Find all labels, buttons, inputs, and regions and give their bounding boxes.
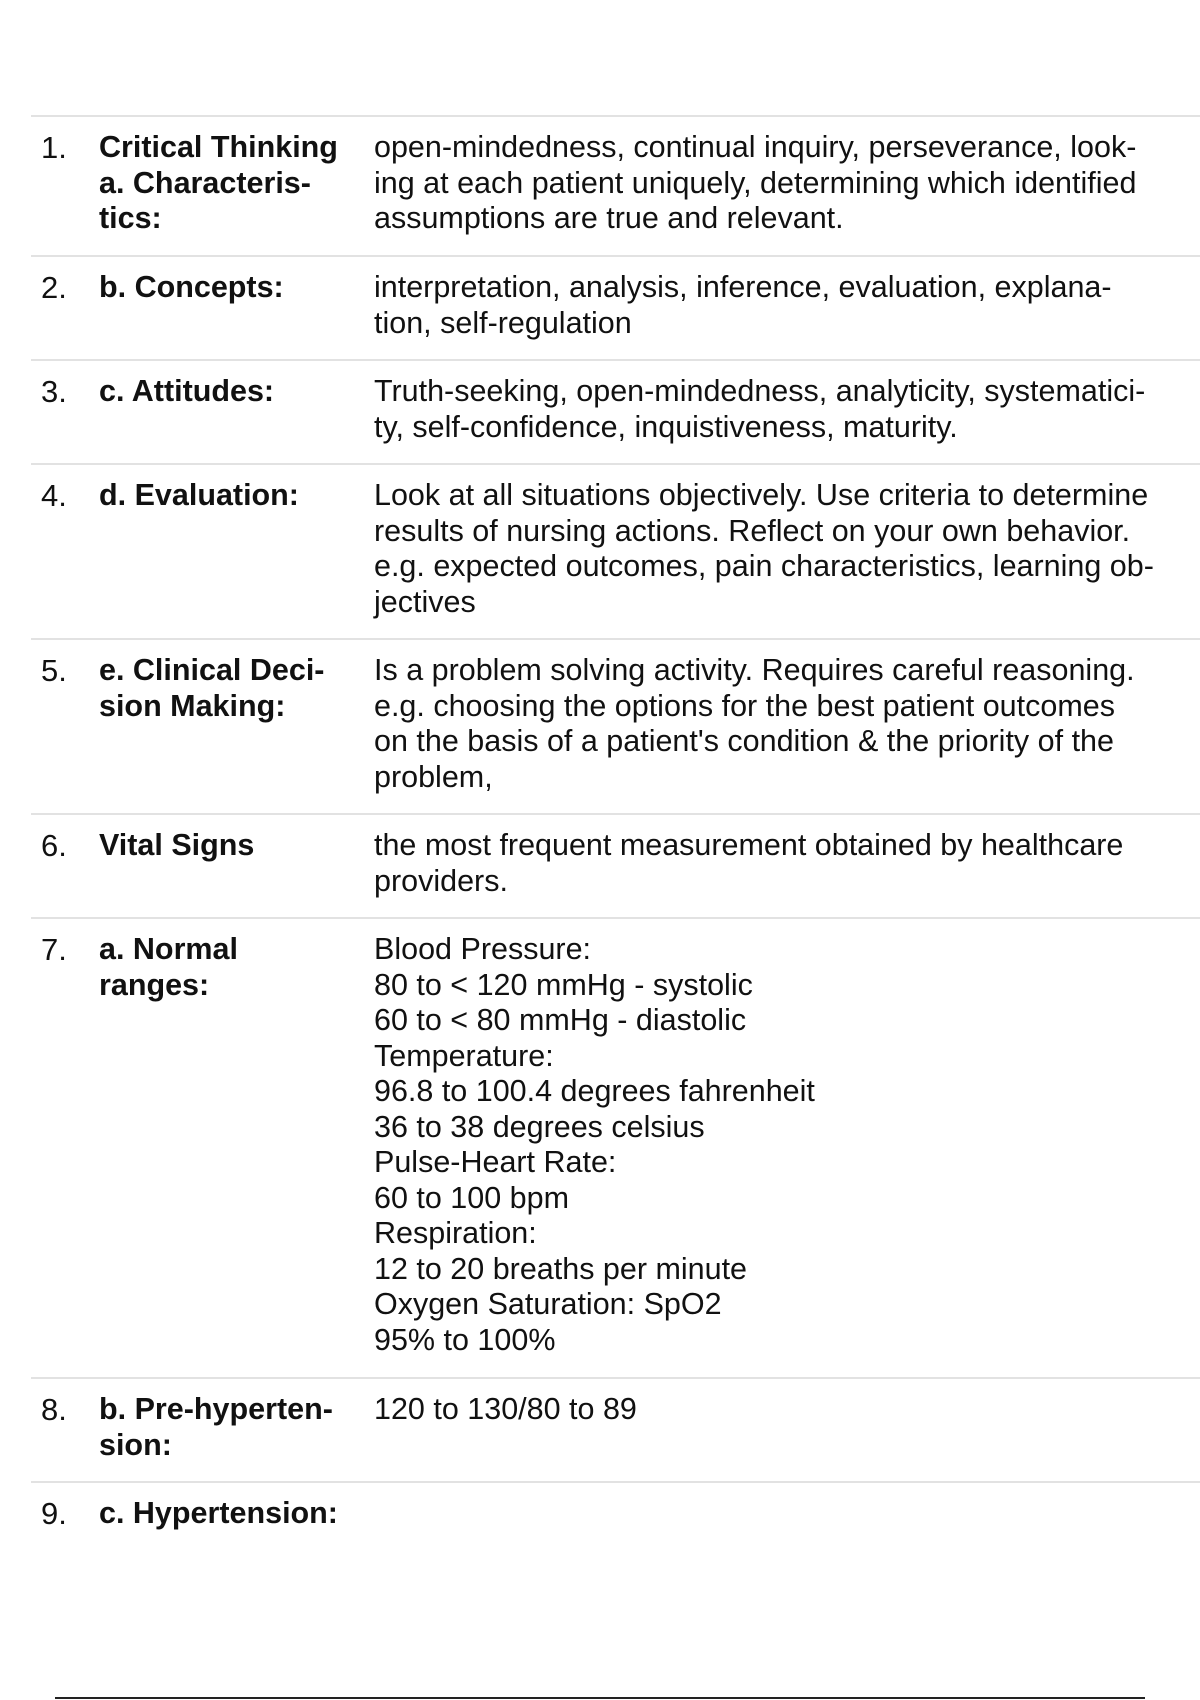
term-cell (99, 932, 369, 1003)
row-number: 7. (41, 932, 67, 967)
definition-text: 120 to 130/80 to 89 (374, 1392, 637, 1426)
term-text: a. Normal (99, 932, 238, 966)
term-text: ranges: (99, 967, 210, 1002)
definition-text: Is a problem solving activity. Requires careful reasoning. (374, 653, 1135, 687)
definition-cell (374, 828, 1200, 899)
definition-text: 60 to < 80 mmHg - diastolic (374, 1003, 747, 1037)
table-row (31, 1481, 1200, 1537)
table-row (31, 255, 1200, 359)
term-text: tics: (99, 201, 162, 235)
flashcard-table (31, 115, 1200, 1537)
definition-text: interpretation, analysis, inference, evaluation, explana- (374, 270, 1112, 304)
term-text: b. Concepts: (99, 270, 284, 304)
definition-text: Respiration: (374, 1216, 537, 1250)
row-number: 4. (41, 478, 67, 513)
definition-cell (374, 932, 1200, 1358)
term-cell (99, 653, 369, 724)
definition-text: the most frequent measurement obtained by healthcare (374, 828, 1124, 862)
definition-text: 36 to 38 degrees celsius (374, 1109, 705, 1144)
definition-text: Pulse-Heart Rate: (374, 1145, 617, 1179)
row-number: 9. (41, 1496, 67, 1531)
term-text: sion Making: (99, 688, 286, 723)
definition-text: 60 to 100 bpm (374, 1180, 570, 1215)
definition-text: providers. (374, 863, 508, 898)
definition-text: tion, self-regulation (374, 305, 632, 340)
term-text: Critical Thinking (99, 130, 338, 164)
definition-cell (374, 374, 1200, 445)
term-cell (99, 478, 369, 514)
definition-text: 12 to 20 breaths per minute (374, 1251, 748, 1286)
definition-text: assumptions are true and relevant. (374, 201, 844, 235)
page-bottom-divider (55, 1697, 1145, 1699)
definition-text: 95% to 100% (374, 1322, 556, 1357)
definition-cell (374, 130, 1200, 237)
definition-text: open-mindedness, continual inquiry, perseverance, look- (374, 130, 1137, 164)
term-text: c. Attitudes: (99, 374, 275, 408)
definition-text: e.g. choosing the options for the best patient outcomes (374, 688, 1115, 723)
table-row (31, 115, 1200, 255)
term-cell (99, 1496, 369, 1532)
definition-text: Oxygen Saturation: SpO2 (374, 1287, 722, 1321)
definition-text: problem, (374, 759, 493, 794)
definition-text: 80 to < 120 mmHg - systolic (374, 967, 753, 1002)
term-text: b. Pre-hyperten- (99, 1392, 333, 1426)
definition-text: 96.8 to 100.4 degrees fahrenheit (374, 1074, 815, 1108)
definition-text: ing at each patient uniquely, determining which identified (374, 165, 1137, 200)
row-number: 8. (41, 1392, 67, 1427)
definition-cell (374, 1392, 1200, 1428)
row-number: 6. (41, 828, 67, 863)
definition-text: Blood Pressure: (374, 932, 591, 966)
definition-text: jectives (374, 584, 476, 619)
term-text: c. Hypertension: (99, 1496, 338, 1530)
table-row (31, 638, 1200, 813)
row-number: 3. (41, 374, 67, 409)
term-text: sion: (99, 1427, 172, 1462)
term-text: e. Clinical Deci- (99, 653, 325, 687)
table-row (31, 359, 1200, 463)
table-row (31, 813, 1200, 917)
term-cell (99, 374, 369, 410)
term-text: Vital Signs (99, 828, 255, 862)
definition-text: on the basis of a patient's condition & the priority of the (374, 724, 1114, 758)
term-cell (99, 130, 369, 237)
table-row (31, 917, 1200, 1377)
term-cell (99, 270, 369, 306)
definition-cell (374, 270, 1200, 341)
row-number: 2. (41, 270, 67, 305)
definition-text: Look at all situations objectively. Use criteria to determine (374, 478, 1149, 512)
definition-text: Temperature: (374, 1038, 554, 1073)
definition-cell (374, 478, 1200, 620)
term-cell (99, 1392, 369, 1463)
term-cell (99, 828, 369, 864)
term-text: d. Evaluation: (99, 478, 299, 512)
row-number: 5. (41, 653, 67, 688)
table-row (31, 463, 1200, 638)
table-row (31, 1377, 1200, 1481)
definition-text: Truth-seeking, open-mindedness, analyticity, systematici- (374, 374, 1146, 408)
definition-cell (374, 653, 1200, 795)
row-number: 1. (41, 130, 67, 165)
definition-text: results of nursing actions. Reflect on your own behavior. (374, 513, 1131, 548)
definition-text: e.g. expected outcomes, pain characteristics, learning ob- (374, 549, 1154, 583)
term-text: a. Characteris- (99, 165, 311, 200)
definition-text: ty, self-confidence, inquistiveness, maturity. (374, 409, 958, 444)
